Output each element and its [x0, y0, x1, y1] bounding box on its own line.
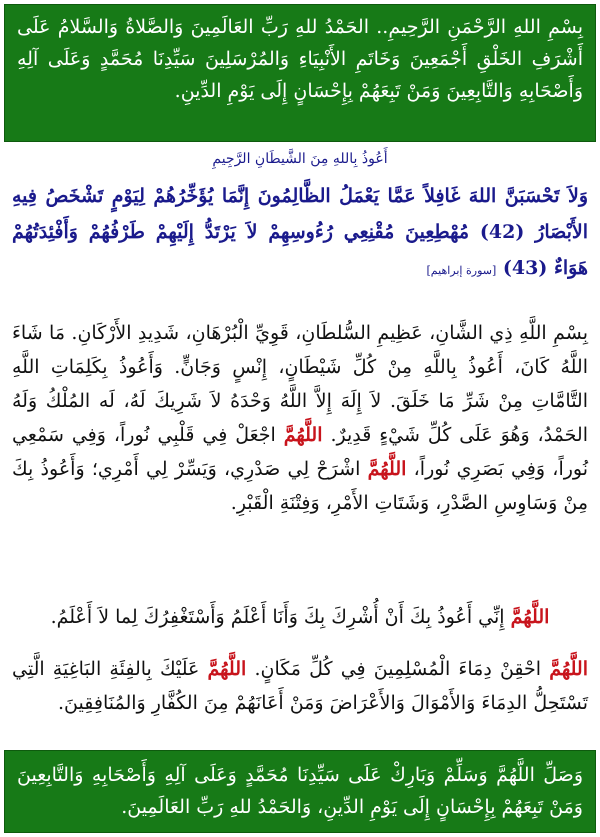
muslims-supplication-part-2: عَلَيْكَ بِالفِئَةِ البَاغِيَةِ الَّتِي تَسْتَحِلُّ الدِمَاءَ وَالأَمْوَالَ وَالأَعْرَاضَ وَمَنْ أَعَانَهُمْ مِنَ الكُفَّارِ وَالمُنَافِقِينَ. — [12, 658, 588, 714]
closing-salawat-box — [4, 750, 596, 833]
shirk-supplication — [12, 600, 588, 634]
allahumma-highlight: اللَّهُمَّ — [549, 658, 588, 680]
shirk-supplication-text: إِنِّي أَعُوذُ بِكَ أَنْ أُشْرِكَ بِكَ وَأَنَا أَعْلَمُ وَأَسْتَغْفِرُكَ لِما لاَ أَعْلَمُ. — [50, 606, 505, 628]
supplication-part-2: اجْعَلْ فِي قَلْبِي نُوراً، وَفِي سَمْعِي نُوراً، وَفِي بَصَرِي نُوراً، — [12, 424, 589, 480]
opening-invocation-box — [4, 4, 596, 142]
closing-salawat-text: وَصَلِّ اللَّهُمَّ وَسَلِّمْ وَبَارِكْ عَلَى سَيِّدِنَا مُحَمَّدٍ وَعَلَى آلِهِ وَأَصْحَابِهِ وَالتَّابِعِينَ وَمَنْ تَبِعَهُمْ بِإِحْسَانٍ إِلَى يَوْمِ الدِّينِ، وَالحَمْدُ للهِ رَبِّ العَالَمِينَ. — [17, 764, 583, 818]
opening-invocation-text: بِسْمِ اللهِ الرَّحْمَنِ الرَّحِيمِ.. الحَمْدُ للهِ رَبِّ العَالَمِينَ وَالصَّلاةُ وَالسَّلامُ عَلَى أَشْرَفِ الخَلْقِ أَجْمَعِينَ وَخَاتَمِ الأَنْبِيَاءِ وَالمُرْسَلِينَ سَيِّدِنَا مُحَمَّدٍ وَعَلَى آلِهِ وَأَصْحَابِهِ وَالتَّابِعِينَ وَمَنْ تَبِعَهُمْ بِإِحْسَانٍ إِلَى يَوْمِ الدِّينِ. — [17, 16, 583, 102]
quran-verse — [12, 178, 588, 289]
allahumma-highlight: اللَّهُمَّ — [283, 424, 323, 446]
muslims-supplication — [12, 652, 588, 720]
supplication-part-1: بِسْمِ اللَّهِ ذِي الشَّانِ، عَظِيمِ السُّلطَانِ، قَوِيِّ الْبُرْهَانِ، شَدِيدِ الأَرْكَانِ. مَا شَاءَ اللَّهُ كَانَ، أَعُوذُ بِاللَّهِ مِنْ كُلِّ شَيْطَانٍ، إِنْسٍ وَجَانٍّ. وَأَعُوذُ بِكَلِمَاتِ اللَّهِ التَّامَّاتِ مِنْ شَرِّ مَا خَلَقَ. لاَ إِلَهَ إِلاَّ اللَّهُ وَحْدَهُ لاَ شَرِيكَ لَهُ، لَه المُلْكُ وَلَهُ الحَمْدُ، وَهُوَ عَلَى كُلِّ شَيْءٍ قَدِيرٌ. — [12, 322, 588, 446]
allahumma-highlight: اللَّهُمَّ — [367, 458, 407, 480]
muslims-supplication-part-1: احْقِنْ دِمَاءَ الْمُسْلِمِينَ فِي كُلِّ مَكَانٍ. — [254, 658, 542, 680]
allahumma-highlight: اللَّهُمَّ — [207, 658, 247, 680]
main-supplication — [12, 316, 588, 520]
supplication-part-3: اشْرَحْ لِي صَدْرِي، وَيَسِّرْ لِي أَمْرِي؛ وَأَعُوذُ بِكَ مِنْ وَسَاوِسِ الصَّدْرِ، وَشَتَاتِ الأَمْرِ، وَفِتْنَةِ الْقَبْرِ. — [12, 458, 588, 514]
taawwudh-line: أَعُوذُ بِاللهِ مِنَ الشَّيطَانِ الرَّجِيمِ — [212, 151, 388, 167]
quran-verse-text: وَلاَ تَحْسَبَنَّ اللهَ غَافِلاً عَمَّا يَعْمَلُ الظَّالِمُونَ إِنَّمَا يُؤَخِّرُهُمْ لِيَوْمٍ تَشْخَصُ فِيهِ الأَبْصَارُ (42) مُهْطِعِينَ مُقْنِعِي رُءُوسِهِمْ لاَ يَرْتَدُّ إِلَيْهِمْ طَرْفُهُمْ وَأَفْئِدَتُهُمْ هَوَاءٌ (43) — [12, 185, 588, 279]
surah-reference: [سورة إبراهيم] — [426, 264, 497, 277]
allahumma-highlight: اللَّهُمَّ — [510, 606, 550, 628]
